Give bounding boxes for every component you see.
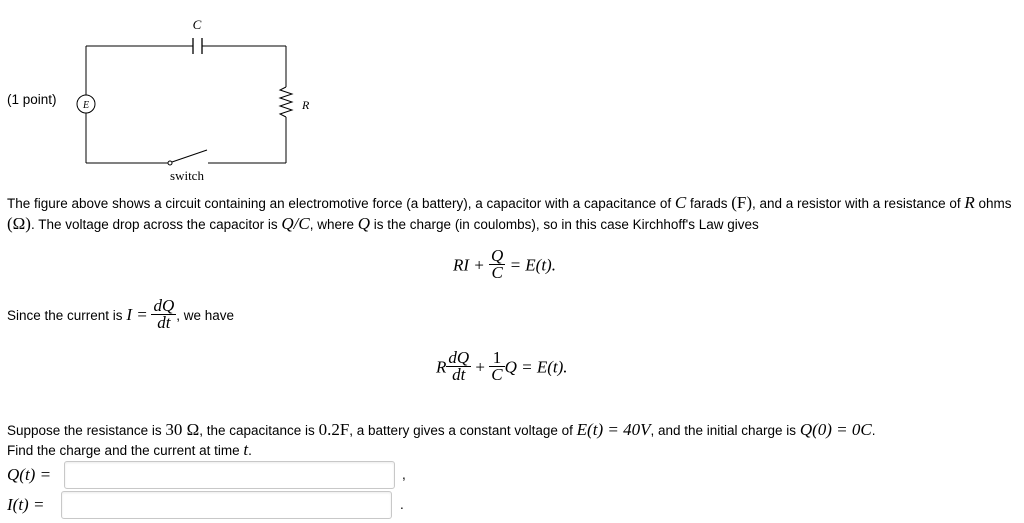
find-text-1: Find the charge and the current at time <box>7 443 244 458</box>
voltage-value: E(t) = 40V <box>576 420 651 439</box>
eq1-denominator: C <box>491 263 503 282</box>
unit-ohms: (Ω) <box>7 214 31 233</box>
given-values <box>7 420 1019 441</box>
eq2-numerator-1: dQ <box>448 348 470 367</box>
eq2-rhs: Q = E(t). <box>504 357 568 377</box>
intro-text-2: farads <box>686 196 732 211</box>
var-C: C <box>674 193 687 212</box>
eq1-numerator: Q <box>491 246 504 265</box>
capacitor-label: C <box>192 17 202 32</box>
charge-answer-suffix: , <box>402 467 406 482</box>
since-tail: , we have <box>176 308 235 324</box>
eq2-fraction-1 <box>446 350 471 383</box>
points-label: (1 point) <box>7 92 57 107</box>
resistance-value: 30 Ω <box>165 420 200 439</box>
initial-charge-value: Q(0) = 0C <box>799 420 872 439</box>
since-fraction <box>151 298 176 331</box>
eq1-rhs: = E(t). <box>509 255 556 275</box>
suppose-text-3: , a battery gives a constant voltage of <box>349 423 577 438</box>
eq2-numerator-2: 1 <box>489 350 504 367</box>
eq2-fraction-2 <box>489 350 504 383</box>
eq1-fraction <box>489 248 505 281</box>
eq1-lhs: RI + <box>453 255 485 275</box>
intro-text-1: The figure above shows a circuit containing an electromotive force (a battery), a capacitor with a capacitance of <box>7 196 675 211</box>
switch-label: switch <box>170 168 204 183</box>
since-numerator: dQ <box>153 296 175 315</box>
emf-label: E <box>82 100 90 111</box>
circuit-diagram <box>62 7 330 195</box>
eq2-denominator-1: dt <box>452 365 466 384</box>
capacitance-value: 0.2F <box>318 420 350 439</box>
eq2-R: R <box>436 357 447 377</box>
eq2-denominator-2: C <box>491 365 503 384</box>
intro-text-7: is the charge (in coulombs), so in this case Kirchhoff's Law gives <box>370 217 759 232</box>
find-instruction <box>7 440 1019 461</box>
find-text-2: . <box>248 443 252 458</box>
intro-text-4: ohms <box>974 196 1012 211</box>
suppose-text-4: , and the initial charge is <box>650 423 800 438</box>
intro-text-6: , where <box>309 217 358 232</box>
current-answer-input[interactable] <box>61 491 392 519</box>
charge-answer-input[interactable] <box>64 461 395 489</box>
intro-paragraph <box>7 193 1019 235</box>
resistor-label: R <box>302 98 310 112</box>
var-Q-over-C: Q/C <box>281 214 310 233</box>
var-R: R <box>964 193 975 212</box>
intro-text-3: , and a resistor with a resistance of <box>752 196 965 211</box>
since-denominator: dt <box>157 313 171 332</box>
since-text: Since the current is <box>7 308 127 324</box>
kirchhoff-equation <box>453 246 556 283</box>
suppose-text-2: , the capacitance is <box>199 423 319 438</box>
current-answer-label: I(t) = <box>7 495 45 514</box>
intro-text-5: . The voltage drop across the capacitor is <box>30 217 282 232</box>
var-t: t <box>243 440 249 459</box>
since-var: I = <box>126 305 148 325</box>
differential-equation <box>436 348 568 385</box>
current-definition <box>7 296 235 333</box>
var-Q: Q <box>357 214 371 233</box>
eq2-plus: + <box>475 357 486 377</box>
suppose-text-5: . <box>871 423 876 438</box>
unit-farads: (F) <box>731 193 752 212</box>
current-answer-suffix: . <box>400 497 404 512</box>
charge-answer-label: Q(t) = <box>7 465 52 484</box>
suppose-text-1: Suppose the resistance is <box>7 423 166 438</box>
